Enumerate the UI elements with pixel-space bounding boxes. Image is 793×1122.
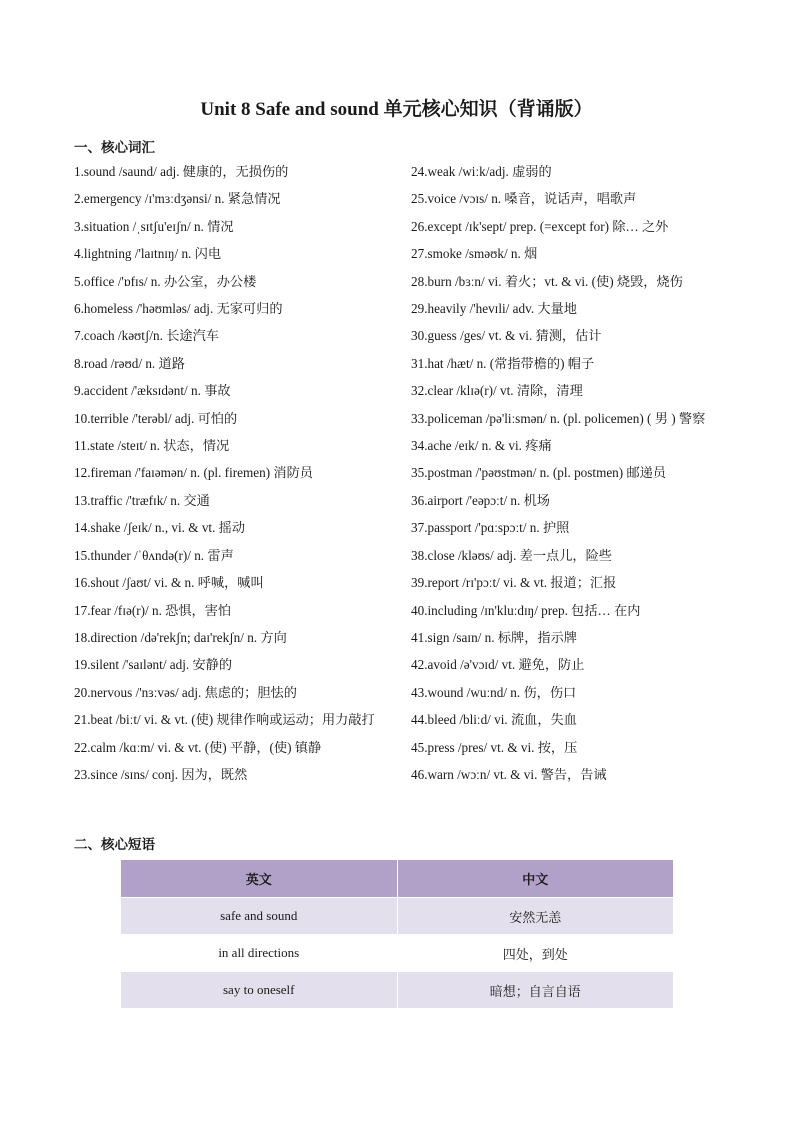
vocab-entry: 21.beat /biːt/ vi. & vt. (使) 规律作响或运动；用力敲打 [74,712,375,728]
vocab-entry: 29.heavily /'hevɪli/ adv. 大量地 [411,301,577,317]
phrase-chinese: 安然无恙 [397,898,674,935]
phrase-chinese: 四处，到处 [397,935,674,972]
vocab-entry: 9.accident /'æksɪdənt/ n. 事故 [74,383,231,399]
vocab-entry: 27.smoke /sməʊk/ n. 烟 [411,246,538,262]
vocab-entry: 3.situation /ˌsɪtʃu'eɪʃn/ n. 情况 [74,218,234,234]
vocab-entry: 32.clear /klɪə(r)/ vt. 清除，清理 [411,383,583,399]
vocab-entry: 23.since /sɪns/ conj. 因为，既然 [74,766,248,782]
table-row [121,898,674,935]
vocab-entry: 42.avoid /ə'vɔɪd/ vt. 避免，防止 [411,657,585,673]
page-title: Unit 8 Safe and sound 单元核心知识（背诵版） [200,99,593,120]
vocab-section-heading: 一、核心词汇 [74,140,155,155]
vocab-entry: 11.state /steɪt/ n. 状态，情况 [74,438,230,454]
vocab-entry: 4.lightning /'laɪtnɪŋ/ n. 闪电 [74,246,222,262]
vocab-entry: 22.calm /kɑːm/ vi. & vt. (使) 平静，(使) 镇静 [74,739,322,755]
vocab-entry: 41.sign /saɪn/ n. 标牌，指示牌 [411,629,577,645]
table-row [121,972,674,1009]
phrase-chinese: 暗想；自言自语 [397,972,674,1009]
vocab-entry: 45.press /pres/ vt. & vi. 按，压 [411,739,578,755]
vocab-entry: 33.policeman /pə'liːsmən/ n. (pl. policemen) ( 男 ) 警察 [411,410,706,426]
vocab-entry: 20.nervous /'nɜːvəs/ adj. 焦虑的；胆怯的 [74,684,297,700]
phrases-section-heading: 二、核心短语 [74,837,155,852]
phrases-table-header-row [121,860,674,898]
vocab-entry: 40.including /ɪn'kluːdɪŋ/ prep. 包括… 在内 [411,602,641,618]
vocab-entry: 5.office /'ɒfɪs/ n. 办公室，办公楼 [74,273,257,289]
vocab-entry: 43.wound /wuːnd/ n. 伤，伤口 [411,684,577,700]
phrase-english: say to oneself [121,972,398,1009]
vocab-entry: 30.guess /ges/ vt. & vi. 猜测，估计 [411,328,602,344]
vocab-entry: 18.direction /də'rekʃn; daɪ'rekʃn/ n. 方向 [74,629,287,645]
phrases-table [120,859,674,1009]
vocab-entry: 24.weak /wiːk/adj. 虚弱的 [411,164,552,179]
vocab-entry: 15.thunder /ˈθʌndə(r)/ n. 雷声 [74,547,234,563]
phrases-header-chinese: 中文 [397,860,674,898]
vocab-entry: 6.homeless /'həʊmləs/ adj. 无家可归的 [74,301,283,317]
phrases-header-english: 英文 [121,860,398,898]
vocab-entry: 46.warn /wɔːn/ vt. & vi. 警告，告诫 [411,766,607,782]
vocab-entry: 12.fireman /'faɪəmən/ n. (pl. firemen) 消防员 [74,465,313,481]
vocab-list-left [74,158,386,788]
vocab-entry: 36.airport /'eəpɔːt/ n. 机场 [411,492,550,508]
vocab-entry: 38.close /kləʊs/ adj. 差一点儿，险些 [411,547,612,563]
vocab-entry: 28.burn /bɜːn/ vi. 着火；vt. & vi. (使) 烧毁，烧伤 [411,273,683,289]
vocab-entry: 7.coach /kəʊtʃ/n. 长途汽车 [74,328,219,344]
vocab-entry: 26.except /ɪk'sept/ prep. (=except for) 除… 之外 [411,218,669,234]
vocab-entry: 34.ache /eɪk/ n. & vi. 疼痛 [411,438,552,454]
vocab-entry: 37.passport /'pɑːspɔːt/ n. 护照 [411,520,570,536]
vocab-entry: 25.voice /vɔɪs/ n. 嗓音，说话声，唱歌声 [411,191,637,207]
vocab-entry: 17.fear /fɪə(r)/ n. 恐惧，害怕 [74,602,232,618]
vocab-entry: 16.shout /ʃaʊt/ vi. & n. 呼喊，喊叫 [74,575,264,591]
vocab-entry: 8.road /rəʊd/ n. 道路 [74,355,185,371]
vocab-entry: 14.shake /ʃeɪk/ n., vi. & vt. 摇动 [74,520,246,536]
vocab-entry: 2.emergency /ɪ'mɜːdʒənsi/ n. 紧急情况 [74,191,281,207]
vocab-entry: 31.hat /hæt/ n. (常指带檐的) 帽子 [411,355,595,371]
vocab-entry: 35.postman /'pəʊstmən/ n. (pl. postmen) 邮递员 [411,465,667,481]
vocab-list-right [411,158,721,788]
vocab-entry: 13.traffic /'træfɪk/ n. 交通 [74,492,210,508]
vocab-entry: 1.sound /saund/ adj. 健康的，无损伤的 [74,164,289,179]
vocab-entry: 44.bleed /bliːd/ vi. 流血，失血 [411,712,577,728]
phrase-english: in all directions [121,935,398,972]
vocab-entry: 39.report /rɪ'pɔːt/ vi. & vt. 报道；汇报 [411,575,617,591]
phrase-english: safe and sound [121,898,398,935]
vocab-entry: 10.terrible /'terəbl/ adj. 可怕的 [74,410,238,426]
vocab-entry: 19.silent /'saɪlənt/ adj. 安静的 [74,657,233,673]
table-row [121,935,674,972]
